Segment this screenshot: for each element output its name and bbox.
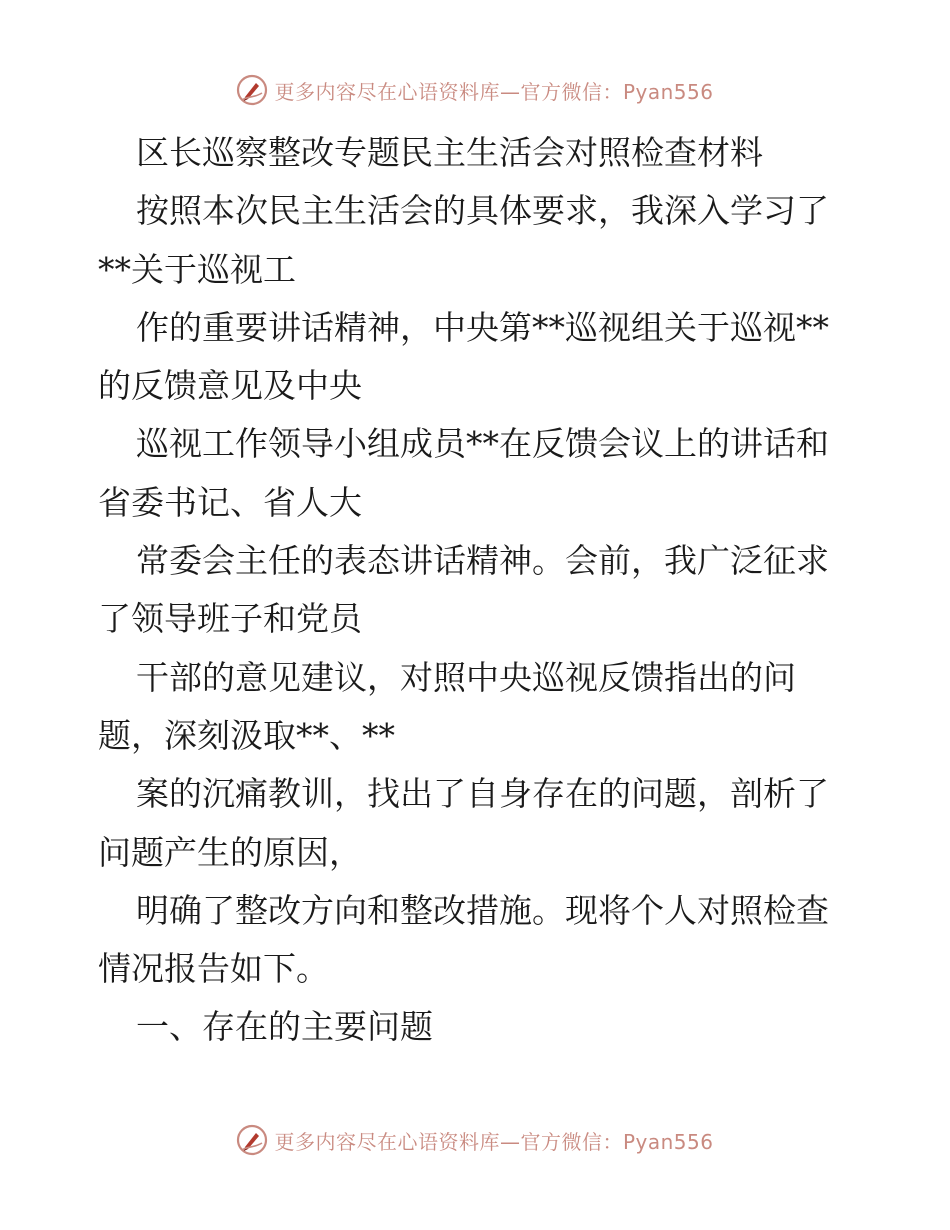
paragraph-line: 作的重要讲话精神，中央第**巡视组关于巡视** [136, 307, 829, 347]
paragraph-line: 明确了整改方向和整改措施。现将个人对照检查 [136, 890, 829, 930]
paragraph-line: 情况报告如下。 [98, 949, 329, 989]
paragraph-line: 了领导班子和党员 [98, 599, 362, 639]
document-body [98, 124, 858, 1057]
paragraph-line: 干部的意见建议，对照中央巡视反馈指出的问 [136, 657, 796, 697]
pen-logo-icon [236, 74, 268, 106]
paragraph-line: 省委书记、省人大 [98, 482, 362, 522]
paragraph-line: 常委会主任的表态讲话精神。会前，我广泛征求 [136, 541, 829, 581]
document-title: 区长巡察整改专题民主生活会对照检查材料 [136, 133, 763, 172]
paragraph-line: 题，深刻汲取**、** [98, 715, 395, 755]
section-heading: 一、存在的主要问题 [136, 1007, 433, 1047]
paragraph-line: 问题产生的原因， [98, 832, 362, 872]
footer-banner [0, 1120, 950, 1160]
paragraph-line: 案的沉痛教训，找出了自身存在的问题，剖析了 [136, 774, 829, 814]
pen-logo-icon [236, 1124, 268, 1156]
footer-banner-text: 更多内容尽在心语资料库—官方微信：Pyan556 [274, 1129, 714, 1154]
paragraph-line: 按照本次民主生活会的具体要求，我深入学习了 [136, 191, 829, 231]
paragraph-line: **关于巡视工 [98, 249, 296, 289]
header-banner [0, 70, 950, 110]
header-banner-text: 更多内容尽在心语资料库—官方微信：Pyan556 [274, 79, 714, 104]
paragraph-line: 巡视工作领导小组成员**在反馈会议上的讲话和 [136, 424, 829, 464]
paragraph-line: 的反馈意见及中央 [98, 366, 362, 406]
